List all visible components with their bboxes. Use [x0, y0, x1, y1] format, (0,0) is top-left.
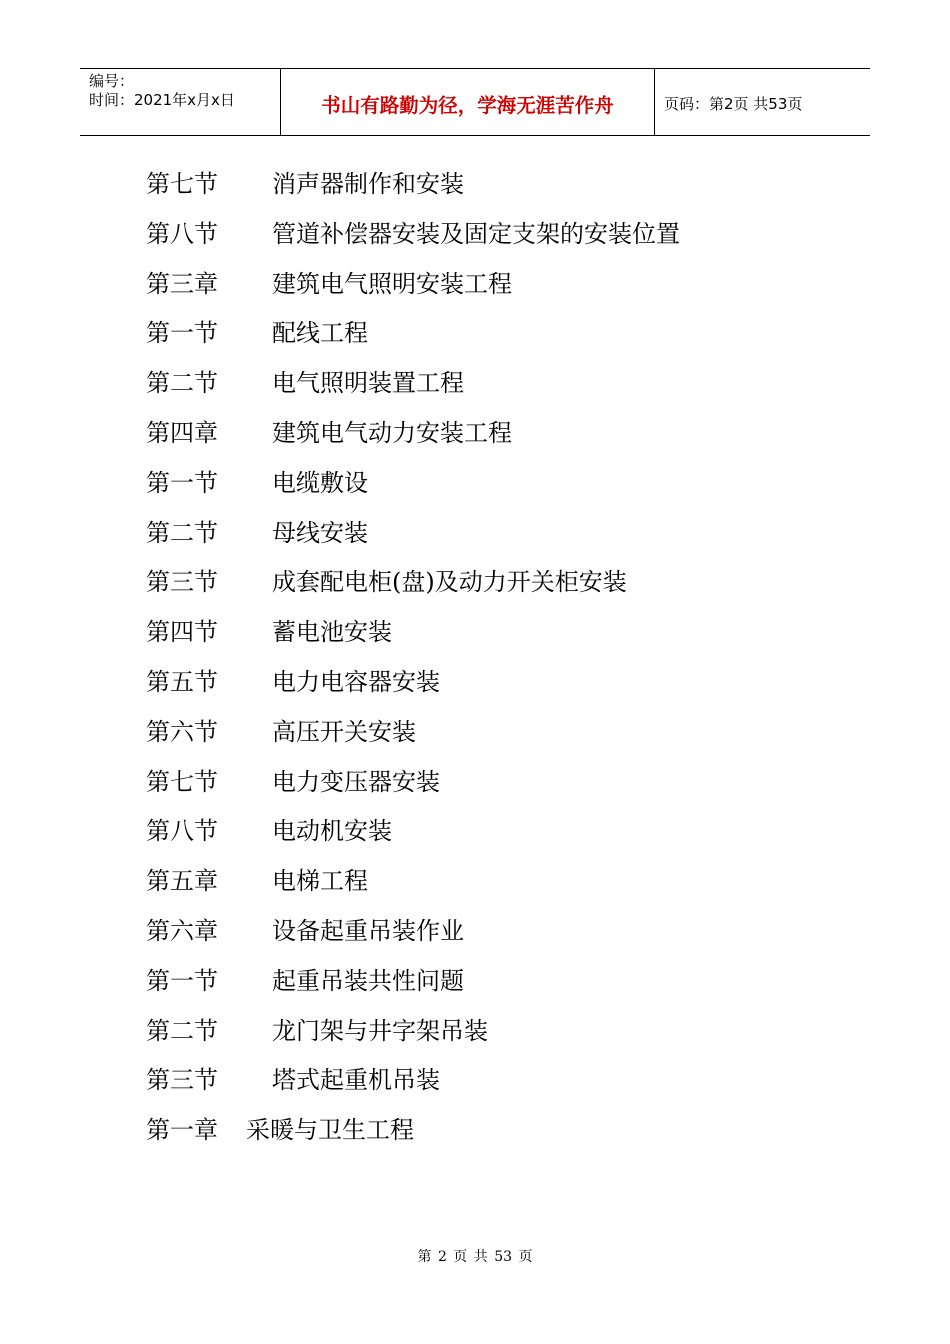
table-of-contents — [146, 166, 680, 1162]
toc-entry-title: 设备起重吊装作业 — [272, 916, 464, 945]
toc-entry-number: 第二节 — [146, 369, 218, 398]
toc-entry — [146, 764, 680, 814]
toc-entry-title: 龙门架与井字架吊装 — [272, 1016, 488, 1045]
page-header — [80, 68, 870, 136]
toc-entry-number: 第一节 — [146, 319, 218, 348]
toc-entry-number: 第四章 — [146, 418, 218, 447]
toc-entry-title: 塔式起重机吊装 — [272, 1066, 440, 1095]
toc-entry-title: 建筑电气动力安装工程 — [272, 418, 512, 447]
toc-entry — [146, 714, 680, 764]
toc-entry — [146, 415, 680, 465]
toc-entry — [146, 365, 680, 415]
toc-entry-number: 第二节 — [146, 1016, 218, 1045]
toc-entry — [146, 266, 680, 316]
toc-entry — [146, 664, 680, 714]
toc-entry-title: 采暖与卫生工程 — [246, 1116, 414, 1145]
toc-entry-number: 第一节 — [146, 468, 218, 497]
toc-entry-title: 管道补偿器安装及固定支架的安装位置 — [272, 219, 680, 248]
toc-entry — [146, 216, 680, 266]
toc-entry-title: 电动机安装 — [272, 817, 392, 846]
toc-entry-number: 第三节 — [146, 568, 218, 597]
toc-entry — [146, 813, 680, 863]
toc-entry — [146, 1062, 680, 1112]
toc-entry-title: 电气照明装置工程 — [272, 369, 464, 398]
toc-entry — [146, 1112, 680, 1162]
toc-entry-title: 配线工程 — [272, 319, 368, 348]
toc-entry-number: 第五节 — [146, 667, 218, 696]
toc-entry-number: 第七节 — [146, 767, 218, 796]
page-footer: 第 2 页 共 53 页 — [417, 1249, 533, 1265]
toc-entry — [146, 166, 680, 216]
header-meta — [80, 69, 281, 135]
toc-entry-number: 第三节 — [146, 1066, 218, 1095]
toc-entry-title: 电缆敷设 — [272, 468, 368, 497]
toc-entry-title: 蓄电池安装 — [272, 618, 392, 647]
toc-entry — [146, 913, 680, 963]
toc-entry-number: 第八节 — [146, 817, 218, 846]
toc-entry-number: 第六章 — [146, 916, 218, 945]
toc-entry-number: 第二节 — [146, 518, 218, 547]
header-page-info: 页码：第2页 共53页 — [664, 95, 803, 113]
toc-entry-title: 母线安装 — [272, 518, 368, 547]
date-line: 时间：2021年x月x日 — [89, 91, 235, 109]
toc-entry — [146, 614, 680, 664]
toc-entry — [146, 465, 680, 515]
toc-entry — [146, 863, 680, 913]
toc-entry-title: 起重吊装共性问题 — [272, 966, 464, 995]
header-motto: 书山有路勤为径，学海无涯苦作舟 — [281, 69, 655, 135]
toc-entry-title: 消声器制作和安装 — [272, 170, 464, 198]
toc-entry — [146, 963, 680, 1013]
toc-entry — [146, 515, 680, 565]
toc-entry — [146, 315, 680, 365]
toc-entry-number: 第六节 — [146, 717, 218, 746]
toc-entry-title: 电力变压器安装 — [272, 767, 440, 796]
toc-entry-number: 第八节 — [146, 219, 218, 248]
toc-entry-title: 建筑电气照明安装工程 — [272, 269, 512, 298]
toc-entry-title: 高压开关安装 — [272, 717, 416, 746]
toc-entry-number: 第一章 — [146, 1116, 218, 1145]
toc-entry — [146, 1013, 680, 1063]
serial-label: 编号： — [89, 72, 135, 90]
toc-entry-title: 电力电容器安装 — [272, 667, 440, 696]
toc-entry-number: 第五章 — [146, 867, 218, 896]
toc-entry — [146, 564, 680, 614]
toc-entry-number: 第一节 — [146, 966, 218, 995]
toc-entry-number: 第七节 — [146, 170, 218, 198]
toc-entry-title: 电梯工程 — [272, 867, 368, 896]
toc-entry-number: 第四节 — [146, 618, 218, 647]
toc-entry-title: 成套配电柜(盘)及动力开关柜安装 — [272, 568, 627, 597]
toc-entry-number: 第三章 — [146, 269, 218, 298]
